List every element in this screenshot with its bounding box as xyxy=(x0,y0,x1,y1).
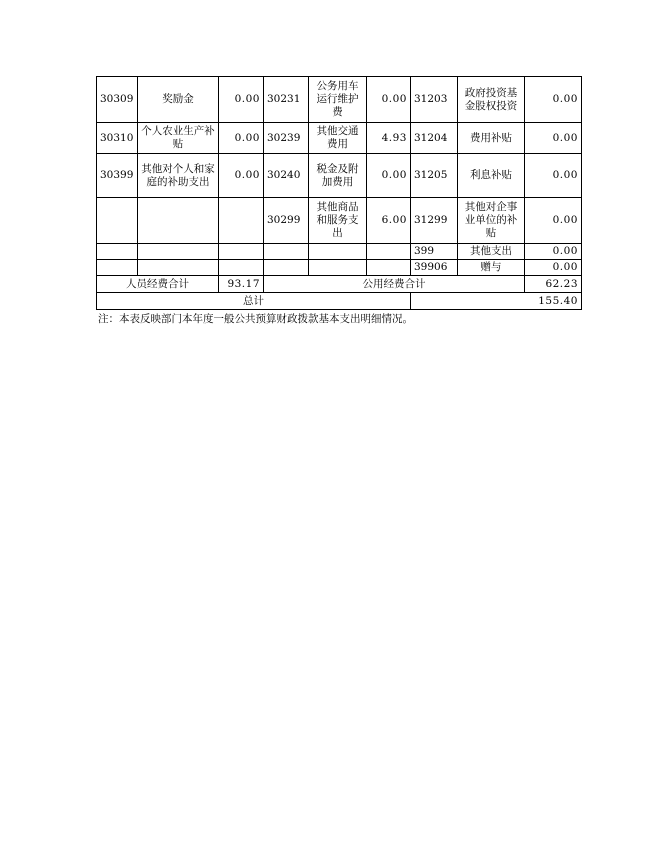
table-row xyxy=(97,154,582,198)
econ-code-cell xyxy=(97,260,138,276)
econ-item-cell xyxy=(309,260,367,276)
amount-cell: 0.00 xyxy=(525,198,582,244)
econ-item-cell: 政府投资基金股权投资 xyxy=(458,77,525,123)
econ-code-cell: 30240 xyxy=(264,154,309,198)
amount-cell: 0.00 xyxy=(525,154,582,198)
public-total-label: 公用经费合计 xyxy=(264,276,525,293)
table-footnote: 注：本表反映部门本年度一般公共预算财政拨款基本支出明细情况。 xyxy=(98,313,413,325)
table-row xyxy=(97,123,582,154)
personnel-total-label: 人员经费合计 xyxy=(97,276,219,293)
econ-code-cell: 30310 xyxy=(97,123,138,154)
amount-cell: 0.00 xyxy=(525,77,582,123)
amount-cell: 0.00 xyxy=(219,77,264,123)
amount-cell xyxy=(219,260,264,276)
amount-cell: 0.00 xyxy=(219,154,264,198)
amount-cell: 0.00 xyxy=(367,77,411,123)
grand-total-row xyxy=(97,293,582,310)
econ-code-cell: 39906 xyxy=(411,260,458,276)
amount-cell: 0.00 xyxy=(367,154,411,198)
amount-cell xyxy=(367,244,411,260)
econ-item-cell: 费用补贴 xyxy=(458,123,525,154)
econ-code-cell xyxy=(264,260,309,276)
econ-item-cell: 其他交通费用 xyxy=(309,123,367,154)
amount-cell xyxy=(219,198,264,244)
amount-cell xyxy=(219,244,264,260)
econ-item-cell: 其他商品和服务支出 xyxy=(309,198,367,244)
econ-code-cell: 31299 xyxy=(411,198,458,244)
amount-cell: 0.00 xyxy=(525,123,582,154)
econ-code-cell: 30239 xyxy=(264,123,309,154)
econ-code-cell: 31204 xyxy=(411,123,458,154)
econ-code-cell: 30309 xyxy=(97,77,138,123)
amount-cell: 4.93 xyxy=(367,123,411,154)
econ-code-cell: 399 xyxy=(411,244,458,260)
econ-item-cell xyxy=(138,198,219,244)
expenditure-detail-table xyxy=(96,76,582,310)
econ-code-cell xyxy=(97,244,138,260)
econ-item-cell: 其他对企事业单位的补贴 xyxy=(458,198,525,244)
amount-cell: 0.00 xyxy=(219,123,264,154)
econ-item-cell: 其他支出 xyxy=(458,244,525,260)
amount-cell: 6.00 xyxy=(367,198,411,244)
econ-code-cell xyxy=(97,198,138,244)
econ-item-cell: 其他对个人和家庭的补助支出 xyxy=(138,154,219,198)
grand-total-value: 155.40 xyxy=(411,293,582,310)
table-row xyxy=(97,198,582,244)
public-total-value: 62.23 xyxy=(525,276,582,293)
econ-code-cell: 30299 xyxy=(264,198,309,244)
amount-cell: 0.00 xyxy=(525,244,582,260)
table-row xyxy=(97,244,582,260)
econ-item-cell: 利息补贴 xyxy=(458,154,525,198)
table-row xyxy=(97,77,582,123)
econ-code-cell: 31205 xyxy=(411,154,458,198)
econ-item-cell: 税金及附加费用 xyxy=(309,154,367,198)
econ-item-cell xyxy=(138,260,219,276)
econ-item-cell: 公务用车运行维护费 xyxy=(309,77,367,123)
econ-item-cell: 赠与 xyxy=(458,260,525,276)
econ-item-cell xyxy=(138,244,219,260)
econ-item-cell xyxy=(309,244,367,260)
econ-code-cell xyxy=(264,244,309,260)
econ-item-cell: 奖励金 xyxy=(138,77,219,123)
table-row xyxy=(97,260,582,276)
subtotal-row xyxy=(97,276,582,293)
econ-code-cell: 30399 xyxy=(97,154,138,198)
econ-code-cell: 31203 xyxy=(411,77,458,123)
econ-item-cell: 个人农业生产补贴 xyxy=(138,123,219,154)
grand-total-label: 总计 xyxy=(97,293,411,310)
econ-code-cell: 30231 xyxy=(264,77,309,123)
amount-cell: 0.00 xyxy=(525,260,582,276)
amount-cell xyxy=(367,260,411,276)
personnel-total-value: 93.17 xyxy=(219,276,264,293)
